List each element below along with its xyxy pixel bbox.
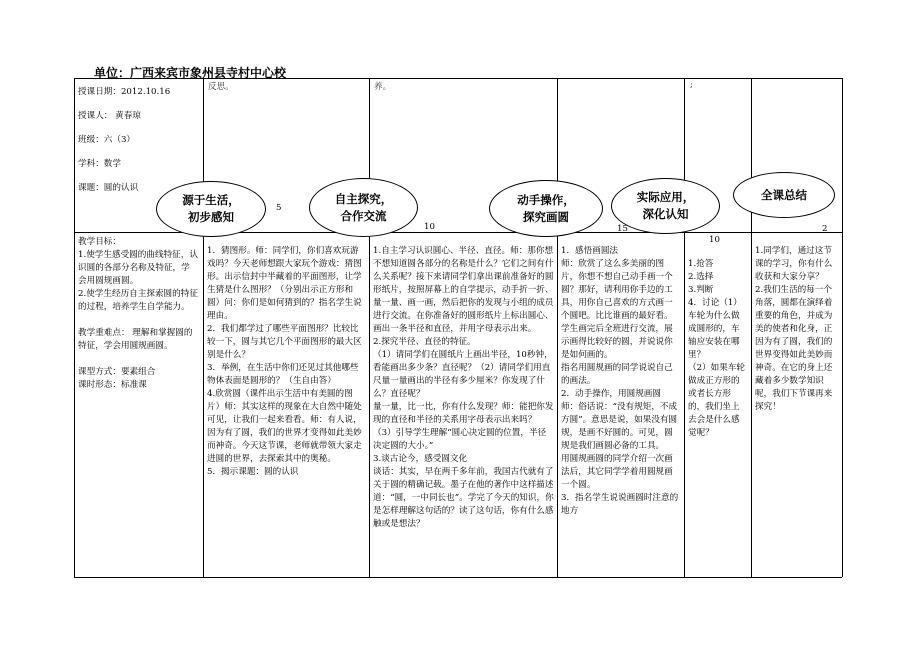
- lesson-date: 授课日期：2012.10.16: [78, 87, 171, 97]
- stage-title: 深化认知: [642, 207, 689, 221]
- step-text: 3.判断: [688, 285, 714, 295]
- step-text: 师：欣赏了这么多美丽的图片，你想不想自己动手画一个圆？那好，请利用你手边的工具，用你自己喜欢的方式画一个圆吧。比比谁画的最好看。: [561, 259, 673, 321]
- table-bottom-border: [74, 577, 842, 578]
- step-text: 4．讨论（1）车轮为什么做成圆形的，车轴应安装在哪里？: [688, 298, 742, 360]
- objective-item: 1.使学生感受圆的曲线特征，认识圆的各部分名称及特征，学会用圆规画圆。: [78, 250, 198, 286]
- step-text: 量一量，比一比，你有什么发现？师：能把你发现的直径和半径的关系用字母表示出来吗？: [373, 402, 554, 425]
- step-text: 2.我们生活的每一个角落，圆都在演绎着重要的角色，并成为美的使者和化身，正因为有了圆，我们的世界变得如此美妙而神奇。在它的身上还藏着多少数学知识呢，我们下节课再来探究！: [755, 285, 833, 412]
- step-text: 3．举例，在生活中你们还见过其他哪些物体表面是圆形的？（生自由答）: [207, 363, 359, 386]
- step-text: 2.选择: [688, 272, 714, 282]
- stage-oval: [156, 181, 266, 237]
- step-text: （3）引导学生理解“圆心决定圆的位置，半径决定圆的大小。”: [373, 428, 547, 451]
- step-text: 1.同学们，通过这节课的学习，你有什么收获和大家分享？: [755, 246, 833, 282]
- stage-title: 实际应用，: [636, 190, 695, 204]
- stage-title: 合作交流: [340, 208, 387, 223]
- top-mark: ;: [690, 80, 693, 90]
- step-text: 5．揭示课题：圆的认识: [207, 467, 299, 477]
- objectives-title: 教学目标：: [78, 237, 121, 247]
- top-mark: 养。: [374, 82, 392, 92]
- step-text: 1.抢答: [688, 259, 714, 269]
- lesson-class: 班级：六（3）: [78, 135, 136, 145]
- stage-minutes: 5: [276, 203, 282, 213]
- reflection-note: 反思。: [208, 82, 234, 92]
- lesson-topic: 课题：圆的认识: [78, 183, 139, 193]
- lesson-teacher: 授课人： 黄春琼: [78, 111, 141, 121]
- step-text: 3.谈古论今，感受圆文化: [373, 454, 468, 464]
- stage-minutes: 10: [709, 235, 720, 245]
- step-text: 指名用圆规画的同学说说自己的画法。: [561, 363, 673, 386]
- stage-title: 源于生活，: [182, 193, 240, 207]
- step-text: （2）如果车轮做成正方形的或者长方形的，我们坐上去会是什么感觉呢？: [688, 363, 746, 438]
- stage-minutes: 10: [424, 222, 435, 232]
- table-top-border: [74, 78, 842, 79]
- column-border: [74, 78, 75, 577]
- stage5-content: [755, 245, 839, 414]
- spacer: [78, 353, 198, 366]
- stage2-content: [373, 245, 554, 531]
- stage-oval: [489, 180, 603, 237]
- stage4-content: [688, 258, 748, 440]
- step-text: 用圆规画圆的同学介绍一次画法后，其它同学学着用圆规画一个圆。: [561, 454, 673, 490]
- key-points: 教学重难点： 理解和掌握圆的特征，学会用圆规画圆。: [78, 328, 193, 351]
- stage1-content: [207, 245, 365, 479]
- objectives-column: [78, 236, 198, 392]
- step-text: 谈话：其实，早在两千多年前，我国古代就有了关于圆的精确记载。墨子在他的著作中这样描述道：“圆，一中同长也”。学完了今天的知识，你是怎样理解这句话的？读了这句话，你有什么感触或是想法？: [373, 467, 554, 529]
- stage3-content: [561, 245, 681, 518]
- stage-oval: [309, 178, 418, 237]
- lesson-type: 课型方式：要素组合: [78, 367, 156, 377]
- column-border: [557, 78, 558, 577]
- step-text: 2.探究半径、直径的特征。: [373, 337, 476, 347]
- lesson-subject: 学科：数学: [78, 159, 121, 169]
- stage-title: 自主探究，: [334, 191, 393, 206]
- stage-minutes: 2: [822, 224, 828, 234]
- step-text: 学生画完后全班进行交流，展示画得比较好的圆，并说说你是如何画的。: [561, 324, 673, 360]
- column-border: [203, 78, 204, 577]
- step-text: 师：俗话说：“没有规矩，不成方圆”。意思是说，如果没有圆规，是画不好圆的。可见，圆规是我们画圆必备的工具。: [561, 402, 678, 451]
- column-border: [684, 78, 685, 577]
- step-text: 1．猜图形。师：同学们，你们喜欢玩游戏吗？今天老师想跟大家玩个游戏：猜图形。出示信封中半藏着的平面图形，让学生猜是什么图形？（分别出示正方形和圆）问：你们是如何猜到的？指名学生说理由。: [207, 246, 362, 321]
- stage-oval: [733, 172, 835, 218]
- stage-title: 动手操作，: [517, 192, 575, 207]
- column-border: [842, 78, 843, 577]
- objective-item: 2.使学生经历自主探索圆的特征的过程，培养学生自学能力。: [78, 289, 198, 312]
- stage-title: 全课总结: [761, 187, 807, 202]
- stage-title: 探究画圆: [523, 209, 569, 224]
- spacer: [78, 314, 198, 327]
- step-text: 2．动手操作，用圆规画圆: [561, 389, 661, 399]
- step-text: 1.自主学习认识圆心、半径、直径。师：那你想不想知道圆各部分的名称是什么？它们之间有什么关系呢？接下来请同学们拿出课前准备好的圆形纸片，按照屏幕上的自学提示，动手折一折、量一量、画一画，然后把你的发现与小组的成员进行交流。在你准备好的圆形纸片上标出圆心、画出一条半径和直径，并用字母表示出来。: [373, 246, 554, 334]
- stage-title: 初步感知: [188, 210, 234, 224]
- step-text: 1．感悟画圆法: [561, 246, 619, 256]
- column-border: [751, 78, 752, 577]
- school-title: 单位：广西来宾市象州县寺村中心校: [94, 66, 287, 80]
- step-text: 2．我们都学过了哪些平面图形？比较比较一下，圆与其它几个平面图形的最大区别是什么？: [207, 324, 362, 360]
- column-border: [369, 78, 370, 577]
- step-text: 4.欣赏圆（课件出示生活中有美圆的图片）师：其实这样的现象在大自然中随处可见，让我们一起来看看。师：有人说，因为有了圆，我们的世界才变得如此美妙而神奇。今天这节课，老师就带领大家走进圆的世界，去探索其中的奥秘。: [207, 389, 362, 464]
- lesson-form: 课时形态：标准课: [78, 380, 147, 390]
- stage-minutes: 15: [617, 224, 628, 234]
- step-text: （1）请同学们在圆纸片上画出半径，10秒钟，看能画出多少条？直径呢？（2）请同学们用直尺量一量画出的半径有多少厘米？你发现了什么？直径呢？: [373, 350, 553, 399]
- step-text: 3．指名学生说说画圆时注意的地方: [561, 493, 679, 516]
